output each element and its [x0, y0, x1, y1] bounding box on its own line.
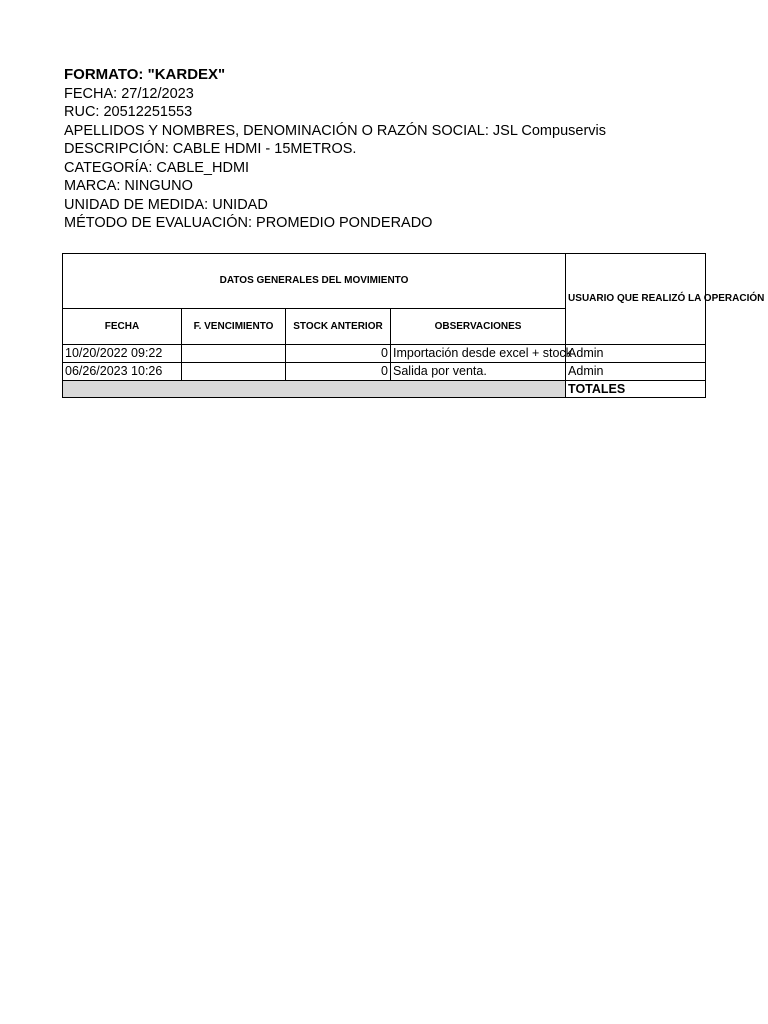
- description-line: DESCRIPCIÓN: CABLE HDMI - 15METROS.: [64, 141, 357, 157]
- totals-label: TOTALES: [566, 381, 706, 398]
- table-row: [63, 345, 706, 363]
- brand-line: MARCA: NINGUNO: [64, 178, 193, 194]
- cell-vencimiento: [182, 345, 286, 363]
- column-header-vencimiento: F. VENCIMIENTO: [182, 309, 286, 345]
- group-header-movement: DATOS GENERALES DEL MOVIMIENTO: [63, 254, 566, 309]
- document-title: FORMATO: "KARDEX": [64, 66, 226, 83]
- valuation-method-line: MÉTODO DE EVALUACIÓN: PROMEDIO PONDERADO: [64, 215, 433, 231]
- category-line: CATEGORÍA: CABLE_HDMI: [64, 159, 250, 176]
- totals-row: [63, 381, 706, 398]
- table-row: [63, 363, 706, 381]
- cell-usuario: Admin: [566, 345, 706, 363]
- column-header-observaciones: OBSERVACIONES: [391, 309, 566, 345]
- column-header-fecha: FECHA: [63, 309, 182, 345]
- cell-fecha: 06/26/2023 10:26: [63, 363, 182, 381]
- unit-line: UNIDAD DE MEDIDA: UNIDAD: [64, 196, 268, 213]
- cell-stock-anterior: 0: [286, 345, 391, 363]
- cell-observaciones: Importación desde excel + stock: [391, 345, 566, 363]
- document-header: [64, 66, 724, 233]
- user-operation-header: USUARIO QUE REALIZÓ LA OPERACIÓN: [566, 254, 706, 345]
- column-header-stock-anterior: STOCK ANTERIOR: [286, 309, 391, 345]
- cell-vencimiento: [182, 363, 286, 381]
- date-line: FECHA: 27/12/2023: [64, 85, 194, 102]
- ruc-line: RUC: 20512251553: [64, 104, 193, 120]
- cell-fecha: 10/20/2022 09:22: [63, 345, 182, 363]
- kardex-table: [62, 253, 765, 398]
- business-name-line: APELLIDOS Y NOMBRES, DENOMINACIÓN O RAZÓN SOCIAL: JSL Compuservis: [64, 122, 607, 139]
- cell-stock-anterior: 0: [286, 363, 391, 381]
- cell-usuario: Admin: [566, 363, 706, 381]
- cell-observaciones: Salida por venta.: [391, 363, 566, 381]
- totals-filler: [63, 381, 566, 398]
